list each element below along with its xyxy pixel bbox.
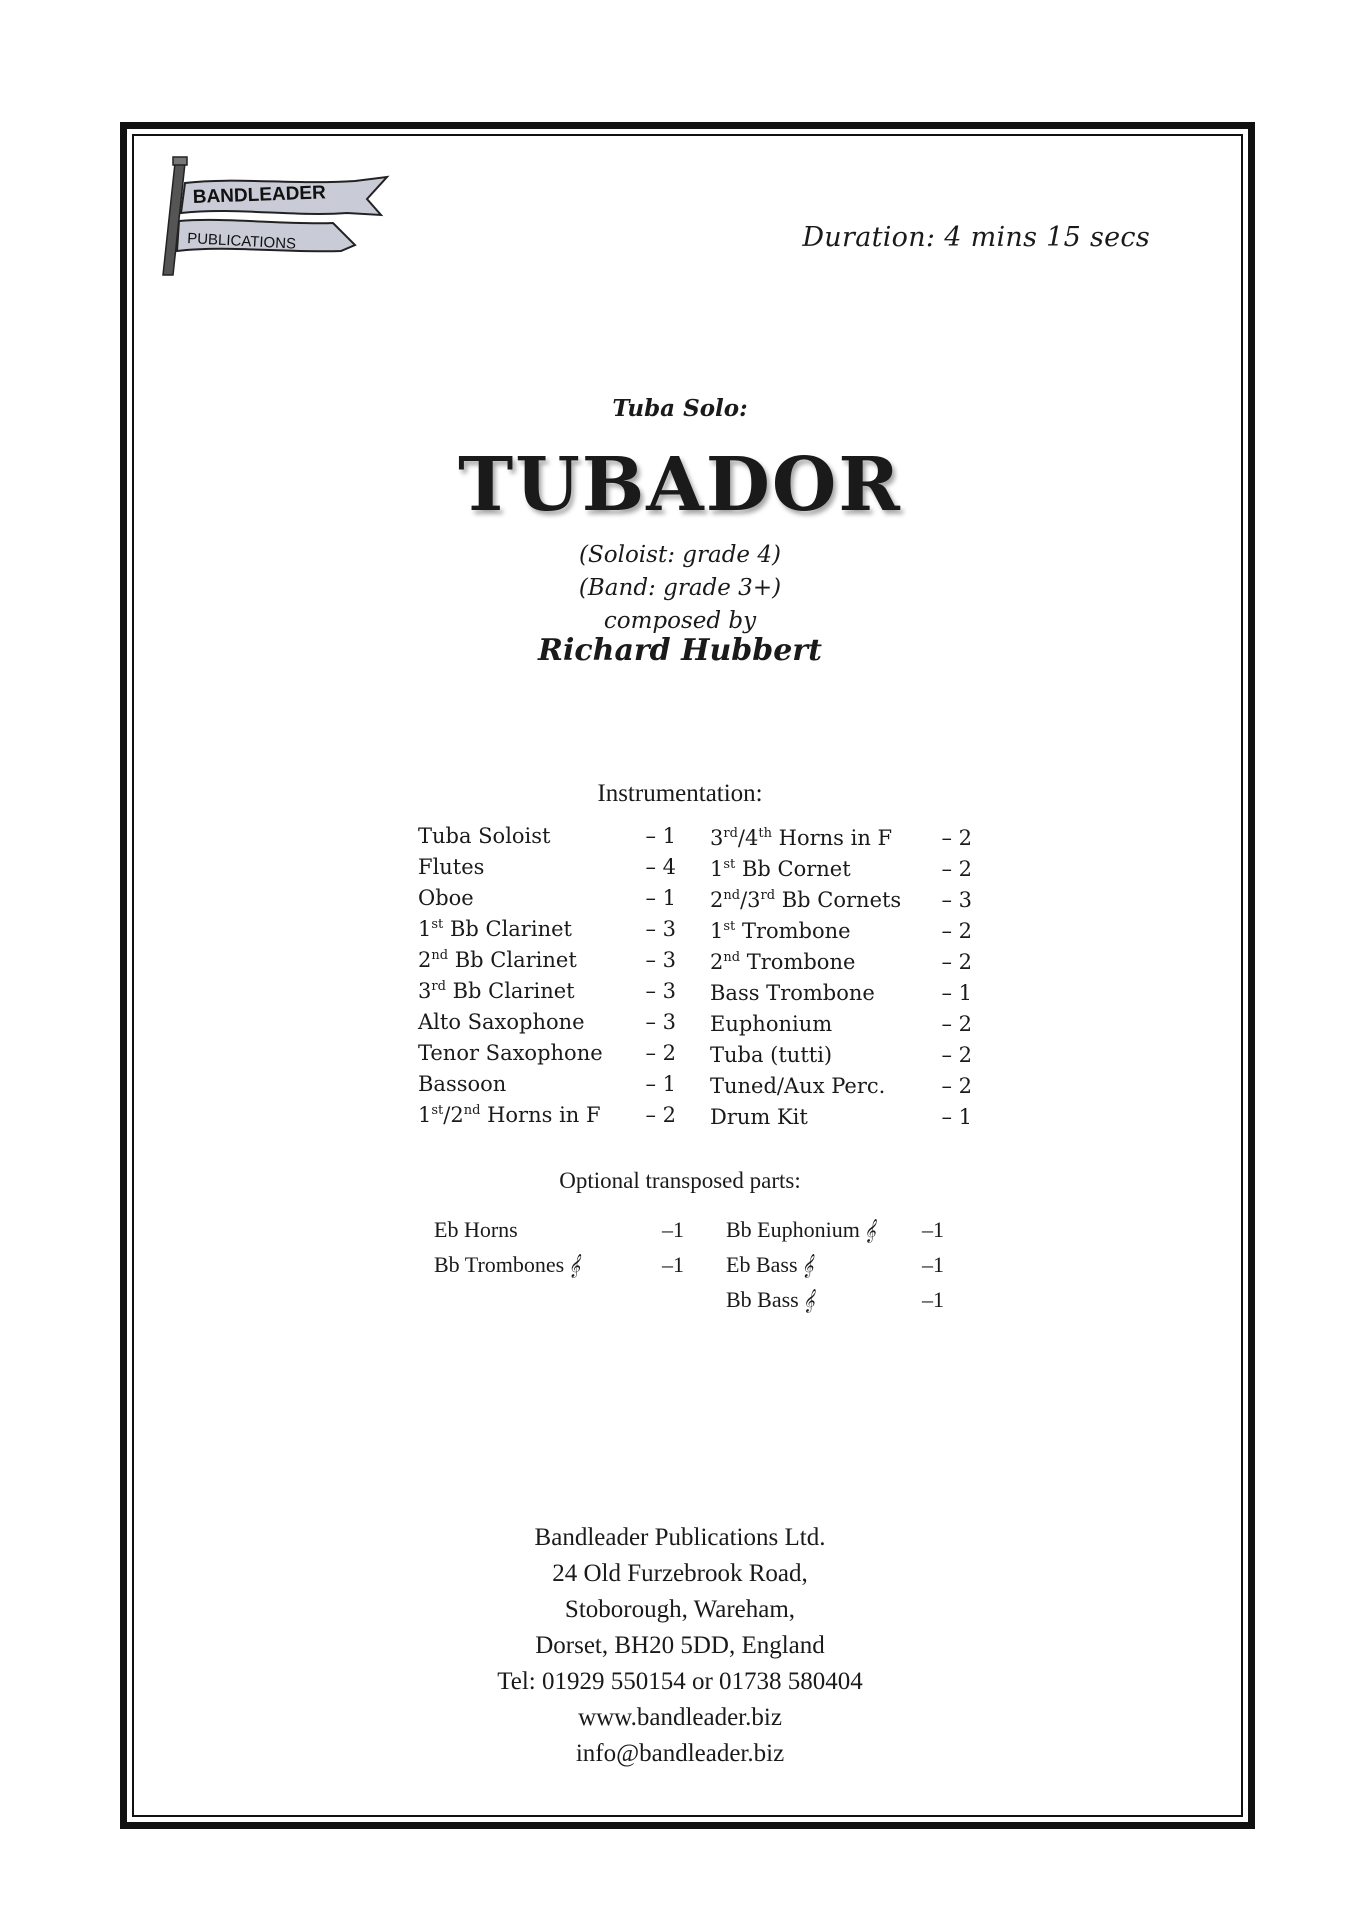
instrumentation-right-column: [710, 822, 972, 1132]
treble-clef-icon: 𝄞: [568, 1254, 581, 1277]
optional-left-column: [434, 1212, 684, 1282]
list-item: 1st Trombone – 2: [710, 918, 972, 943]
list-item: Eb Horns –1: [434, 1216, 684, 1242]
telephone: Tel: 01929 550154 or 01738 580404: [497, 1668, 863, 1695]
list-item: Bassoon – 1: [418, 1071, 676, 1096]
instrumentation-left-column: [418, 820, 676, 1130]
list-item: 2nd/3rd Bb Cornets – 3: [710, 887, 972, 912]
address-street: 24 Old Furzebrook Road,: [552, 1560, 808, 1587]
logo-line2: PUBLICATIONS: [186, 230, 297, 253]
list-item: 2nd Bb Clarinet – 3: [418, 947, 676, 972]
list-item: Alto Saxophone – 3: [418, 1009, 676, 1034]
soloist-grade: (Soloist: grade 4): [579, 542, 781, 568]
list-item: 3rd Bb Clarinet – 3: [418, 978, 676, 1003]
list-item: Oboe – 1: [418, 885, 676, 910]
list-item: Bb Euphonium 𝄞 –1: [726, 1216, 944, 1242]
list-item: Tuned/Aux Perc. – 2: [710, 1073, 972, 1098]
list-item: Tenor Saxophone – 2: [418, 1040, 676, 1065]
email-link[interactable]: info@bandleader.biz: [575, 1740, 785, 1767]
address-town: Stoborough, Wareham,: [564, 1596, 796, 1623]
composed-by: composed by: [603, 608, 757, 634]
list-item: 1st/2nd Horns in F – 2: [418, 1102, 676, 1127]
list-item: Bb Bass 𝄞 –1: [726, 1286, 944, 1312]
logo-line1: BANDLEADER: [192, 182, 327, 208]
treble-clef-icon: 𝄞: [801, 1254, 814, 1277]
list-item: 1st Bb Clarinet – 3: [418, 916, 676, 941]
bandleader-logo: [155, 155, 395, 280]
page-title: TUBADOR: [458, 442, 902, 528]
list-item: 1st Bb Cornet – 2: [710, 856, 972, 881]
optional-parts-heading: Optional transposed parts:: [559, 1168, 801, 1193]
address-region: Dorset, BH20 5DD, England: [535, 1632, 825, 1659]
list-item: Euphonium – 2: [710, 1011, 972, 1036]
list-item: Flutes – 4: [418, 854, 676, 879]
list-item: Eb Bass 𝄞 –1: [726, 1251, 944, 1277]
instrumentation-heading: Instrumentation:: [597, 780, 763, 807]
list-item: Bass Trombone – 1: [710, 980, 972, 1005]
publisher-name: Bandleader Publications Ltd.: [534, 1524, 826, 1551]
optional-right-column: [726, 1212, 944, 1317]
list-item: Drum Kit – 1: [710, 1104, 972, 1129]
list-item: 3rd/4th Horns in F – 2: [710, 825, 972, 850]
list-item: Bb Trombones 𝄞 –1: [434, 1251, 684, 1277]
duration-text: Duration: 4 mins 15 secs: [802, 222, 1150, 253]
publisher-address: [0, 1520, 1360, 1772]
list-item: Tuba (tutti) – 2: [710, 1042, 972, 1067]
composer-name: Richard Hubbert: [538, 633, 822, 668]
subtitle: Tuba Solo:: [612, 395, 748, 422]
band-grade: (Band: grade 3+): [578, 575, 782, 601]
treble-clef-icon: 𝄞: [863, 1219, 876, 1242]
list-item: 2nd Trombone – 2: [710, 949, 972, 974]
website-link[interactable]: www.bandleader.biz: [578, 1704, 782, 1731]
treble-clef-icon: 𝄞: [802, 1289, 815, 1312]
list-item: Tuba Soloist – 1: [418, 823, 676, 848]
